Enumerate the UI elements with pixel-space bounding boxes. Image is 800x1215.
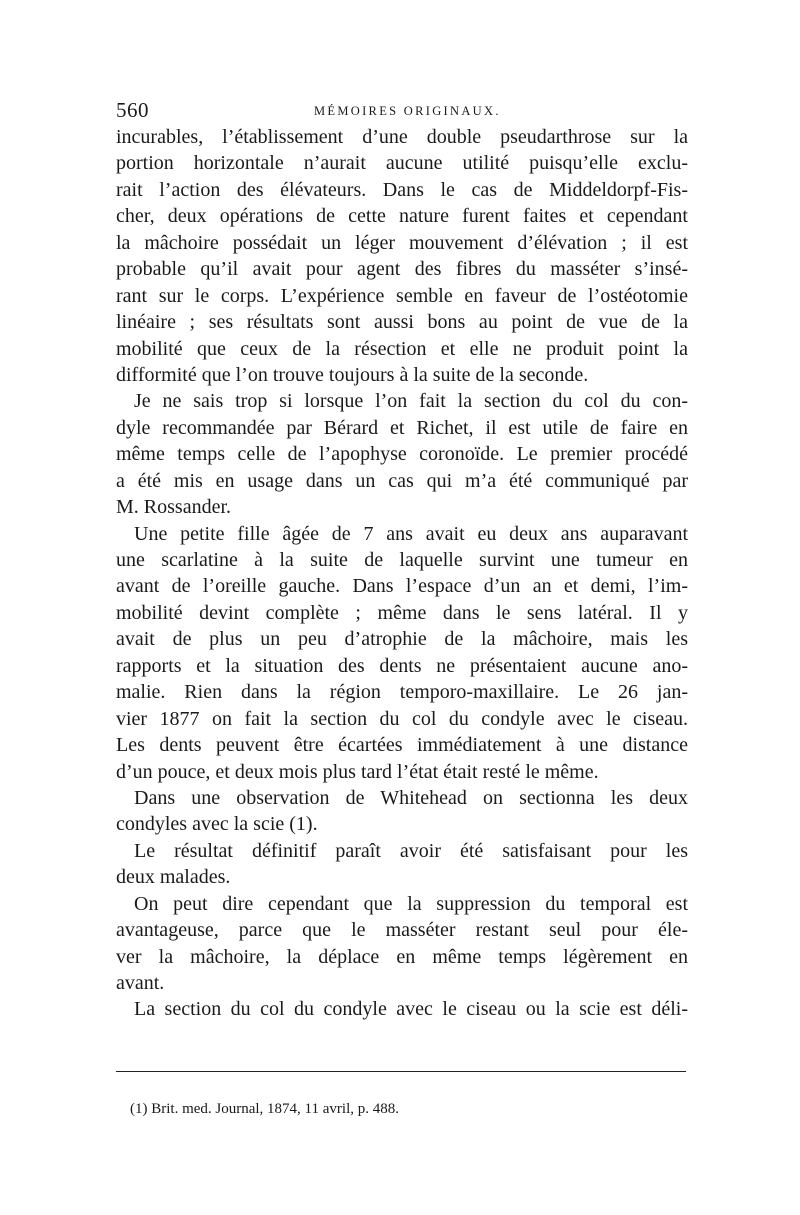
text-line: incurables, l’établissement d’une double pseudarthrose sur la (116, 126, 688, 148)
text-line: même temps celle de l’apophyse coronoïde. Le premier procédé (116, 443, 688, 466)
footnote-rule (116, 1071, 686, 1072)
text-line: rait l’action des élévateurs. Dans le cas de Middeldorpf-Fis- (116, 178, 688, 201)
text-line: linéaire ; ses résultats sont aussi bons au point de vue de la (116, 311, 688, 334)
text-line: portion horizontale n’aurait aucune utilité puisqu’elle exclu- (116, 152, 688, 175)
text-line: avait de plus un peu d’atrophie de la mâchoire, mais les (116, 628, 688, 651)
text-line: Les dents peuvent être écartées immédiatement à une distance (116, 734, 688, 757)
paragraph (116, 388, 688, 520)
footnote: (1) Brit. med. Journal, 1874, 11 avril, p. 488. (130, 1101, 399, 1117)
paragraph (116, 996, 688, 1022)
text-line: mobilité devint complète ; même dans le sens latéral. Il y (116, 601, 688, 624)
paragraph (116, 785, 688, 838)
text-line: deux malades. (116, 866, 231, 889)
text-line: difformité que l’on trouve toujours à la suite de la seconde. (116, 363, 589, 386)
text-line: avant de l’oreille gauche. Dans l’espace d’un an et demi, l’im- (116, 575, 688, 598)
text-line: a été mis en usage dans un cas qui m’a été communiqué par (116, 469, 688, 492)
text-line: une scarlatine à la suite de laquelle survint une tumeur en (116, 549, 688, 571)
text-line: malie. Rien dans la région temporo-maxillaire. Le 26 jan- (116, 681, 688, 704)
paragraph (116, 521, 688, 785)
text-line: On peut dire cependant que la suppression du temporal est (134, 892, 688, 915)
text-line: rant sur le corps. L’expérience semble en faveur de l’ostéotomie (116, 284, 688, 307)
paragraph (116, 124, 688, 388)
text-line: dyle recommandée par Bérard et Richet, il est utile de faire en (116, 416, 688, 439)
text-line: condyles avec la scie (1). (116, 813, 318, 836)
text-line: La section du col du condyle avec le ciseau ou la scie est déli- (134, 998, 688, 1021)
running-head (116, 98, 686, 124)
body-text (116, 124, 688, 1023)
text-line: Dans une observation de Whitehead on sectionna les deux (134, 786, 688, 809)
text-line: rapports et la situation des dents ne présentaient aucune ano- (116, 654, 688, 677)
text-line: avant. (116, 972, 165, 994)
text-line: Je ne sais trop si lorsque l’on fait la section du col du con- (134, 390, 688, 413)
text-line: Le résultat définitif paraît avoir été satisfaisant pour les (134, 839, 688, 862)
text-line: d’un pouce, et deux mois plus tard l’état était resté le même. (116, 760, 599, 783)
paragraph (116, 838, 688, 891)
text-line: mobilité que ceux de la résection et elle ne produit point la (116, 337, 688, 360)
text-line: Une petite fille âgée de 7 ans avait eu deux ans auparavant (134, 522, 688, 545)
text-line: vier 1877 on fait la section du col du condyle avec le ciseau. (116, 707, 688, 730)
text-line: cher, deux opérations de cette nature furent faites et cependant (116, 205, 688, 228)
page-number: 560 (116, 98, 149, 122)
paragraph (116, 891, 688, 997)
text-line: ver la mâchoire, la déplace en même temps légèrement en (116, 945, 688, 968)
text-line: avantageuse, parce que le masséter restant seul pour éle- (116, 919, 688, 942)
running-title: MÉMOIRES ORIGINAUX. (314, 104, 501, 118)
text-line: M. Rossander. (116, 496, 231, 519)
text-line: probable qu’il avait pour agent des fibres du masséter s’insé- (116, 258, 688, 281)
text-line: la mâchoire possédait un léger mouvement d’élévation ; il est (116, 231, 688, 254)
